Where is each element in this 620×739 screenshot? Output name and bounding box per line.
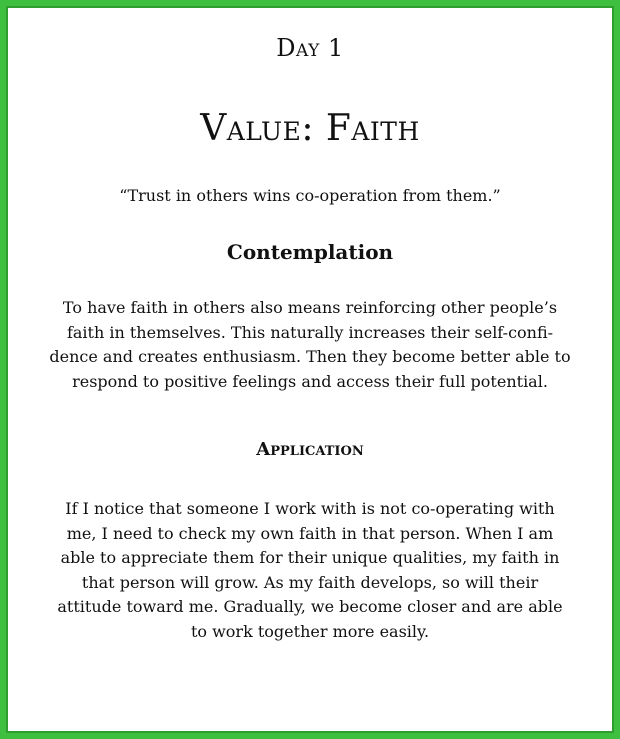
- application-line: attitude toward me. Gradually, we become closer and are able: [57, 597, 563, 616]
- application-heading: Application: [256, 439, 364, 460]
- application-line: me, I need to check my own faith in that person. When I am: [66, 523, 554, 543]
- application-line: that person will grow. As my faith develops, so will their: [81, 572, 539, 592]
- contemplation-line: To have faith in others also means reinforcing other people’s: [62, 298, 558, 317]
- contemplation-line: dence and creates enthusiasm. Then they become better able to: [49, 347, 571, 366]
- value-title: Value: Faith: [200, 108, 420, 149]
- application-line: to work together more easily.: [190, 621, 430, 641]
- application-paragraph: [28, 497, 592, 644]
- quote: “Trust in others wins co-operation from them.”: [119, 186, 501, 205]
- contemplation-paragraph: [28, 296, 592, 394]
- application-line: able to appreciate them for their unique qualities, my faith in: [60, 548, 560, 567]
- application-line: If I notice that someone I work with is not co-operating with: [65, 499, 555, 518]
- day-label: Day 1: [276, 34, 344, 62]
- contemplation-heading: Contemplation: [226, 240, 394, 264]
- contemplation-line: respond to positive feelings and access their full potential.: [72, 371, 548, 391]
- contemplation-line: faith in themselves. This naturally increases their self-confi-: [66, 322, 554, 342]
